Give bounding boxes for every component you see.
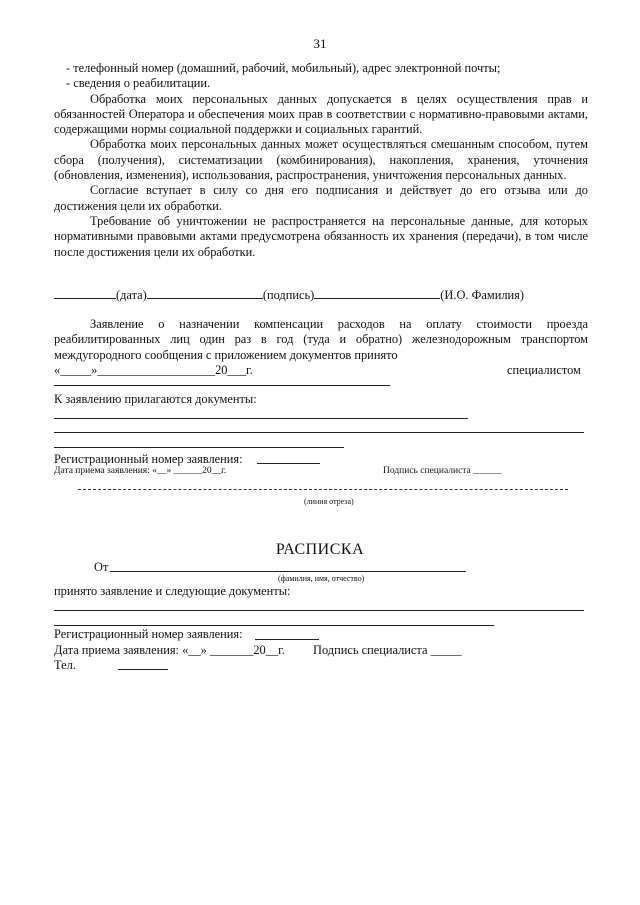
cut-line: [78, 489, 568, 490]
receipt-reg-number-blank[interactable]: [255, 639, 319, 640]
list-item: - сведения о реабилитации.: [66, 76, 211, 91]
accepted-label: принято заявление и следующие документы:: [54, 584, 291, 598]
statement-date-line: «_____»___________________20___г.: [54, 363, 253, 377]
list-item: - телефонный номер (домашний, рабочий, мобильный), адрес электронной почты;: [66, 61, 501, 75]
receipt-from-label: От: [94, 560, 109, 574]
attachments-line[interactable]: [54, 418, 468, 419]
consent-paragraph: Требование об уничтожении не распространяется на персональные данные, для которых нормативными правовыми актами предусмотрена обязанность их хранения (передачи), в том числе после достижения цели их обработки.: [54, 213, 588, 259]
receipt-title: РАСПИСКА: [275, 541, 365, 558]
consent-paragraph: Обработка моих персональных данных допускается в целях осуществления прав и обязанностей Оператора и обеспечения моих прав в соответствии с нормативно-правовыми актами, содержащими нормы социальной поддержки и социальных гарантий.: [54, 91, 588, 137]
date-blank[interactable]: [54, 287, 116, 299]
specialist-signature-label: Подпись специалиста ______: [383, 466, 502, 476]
signature-blank[interactable]: [147, 287, 263, 299]
page-number: 31: [313, 36, 327, 51]
date-caption: (дата): [116, 288, 147, 302]
name-caption: (И.О. Фамилия): [440, 288, 524, 302]
documents-line[interactable]: [54, 610, 584, 611]
consent-text: [54, 61, 588, 260]
statement-specialist: специалистом: [507, 363, 581, 377]
consent-paragraph: Обработка моих персональных данных может осуществляться смешанным способом, путем сбора (получения), систематизации (комбинирования), накопления, хранения, уточнения (обновления, изменения), использования, распространения, уничтожения персональных данных.: [54, 137, 588, 183]
receipt-reg-number-label: Регистрационный номер заявления:: [54, 627, 243, 641]
receipt-specialist-signature: Подпись специалиста _____: [313, 643, 462, 657]
documents-line[interactable]: [54, 625, 494, 626]
attachments-label: К заявлению прилагаются документы:: [54, 392, 257, 406]
cut-line-label: (линия отреза): [304, 497, 354, 506]
phone-blank[interactable]: [118, 669, 168, 670]
attachments-line[interactable]: [54, 447, 344, 448]
name-blank[interactable]: [314, 287, 440, 299]
receipt-date-label: Дата приема заявления: «__» _______20__г.: [54, 643, 285, 657]
specialist-line: [54, 385, 390, 386]
signature-caption: (подпись): [262, 288, 315, 302]
phone-label: Тел.: [54, 658, 76, 672]
reg-number-label: Регистрационный номер заявления:: [54, 452, 243, 466]
attachments-line[interactable]: [54, 432, 584, 433]
fio-line[interactable]: [110, 571, 466, 572]
statement-paragraph: Заявление о назначении компенсации расходов на оплату стоимости проезда реабилитированных лиц один раз в год (туда и обратно) железнодорожным транспортом междугородного сообщения с приложением документов принято: [54, 317, 588, 362]
date-received-label: Дата приема заявления: «__» ______20__г.: [54, 466, 227, 476]
consent-paragraph: Согласие вступает в силу со дня его подписания и действует до его отзыва или до достижения цели их обработки.: [54, 183, 588, 213]
statement-text: [54, 317, 588, 363]
consent-signature-line: [54, 287, 588, 303]
reg-number-blank[interactable]: [257, 463, 320, 464]
fio-caption: (фамилия, имя, отчество): [278, 574, 365, 583]
